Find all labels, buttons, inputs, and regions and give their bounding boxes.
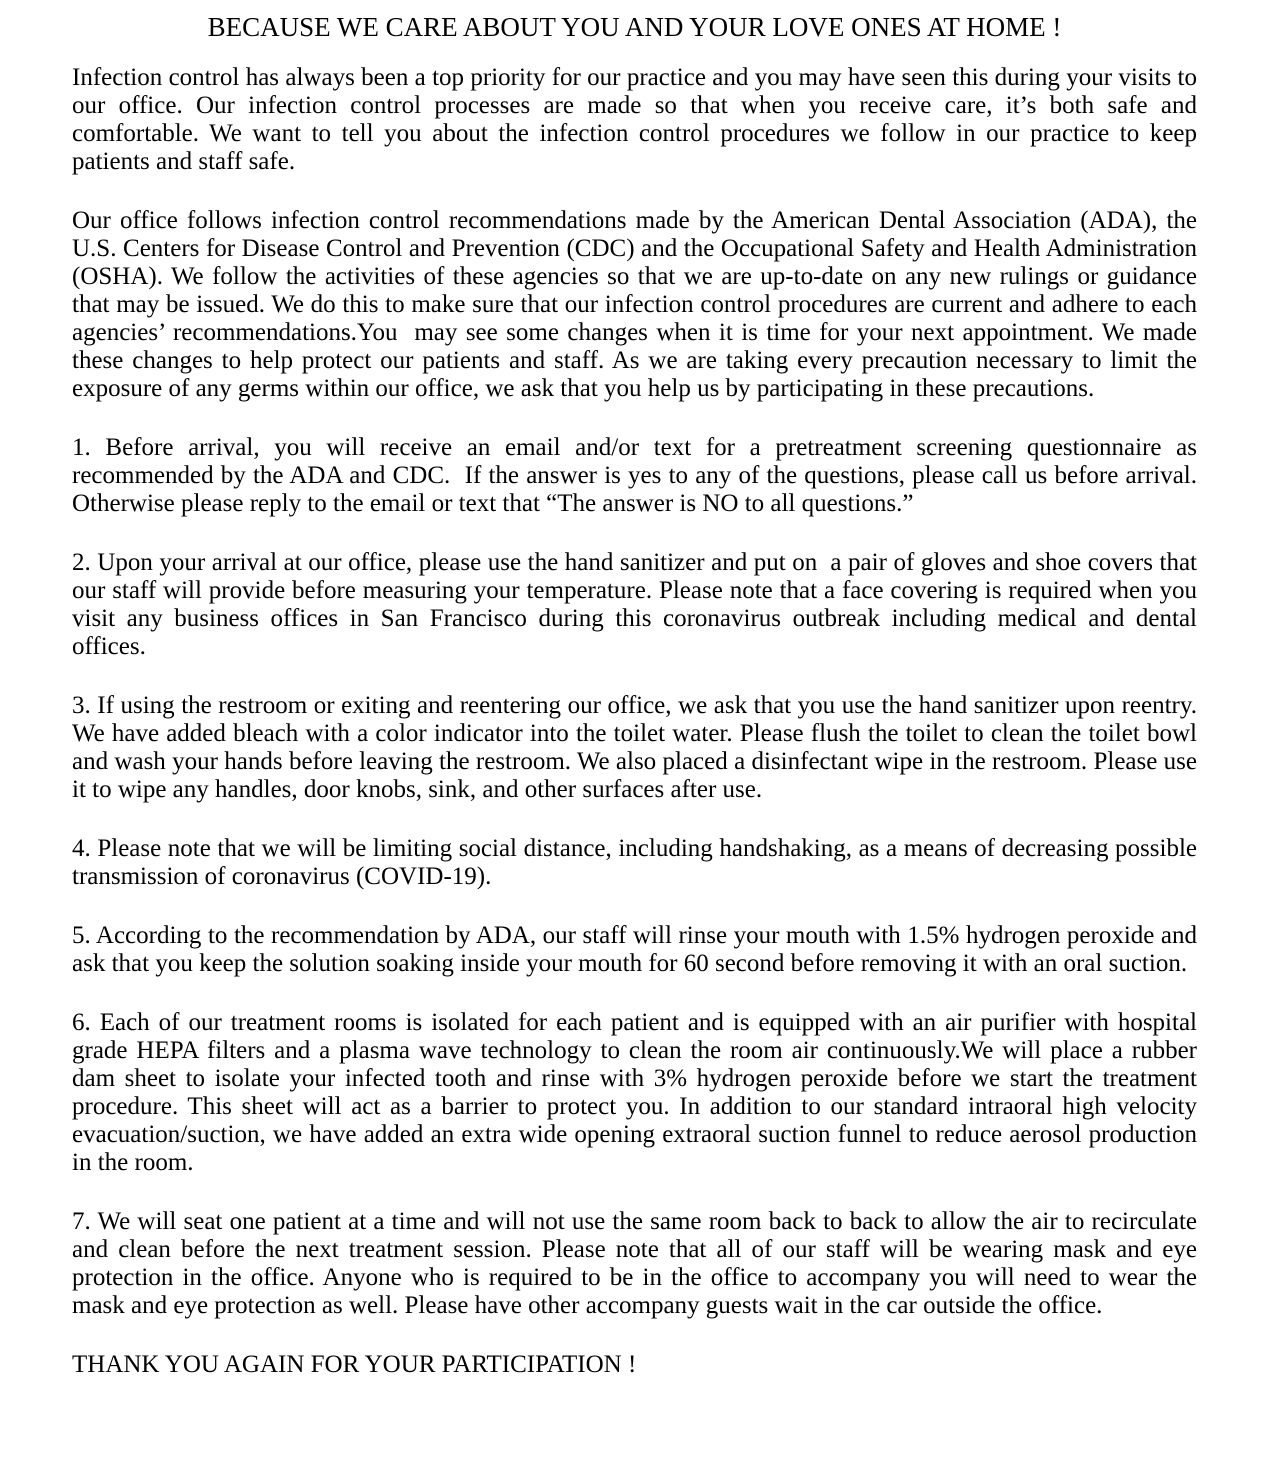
item-4-social-distance: 4. Please note that we will be limiting social distance, including handshaking, as a means of decreasing possible transmission of coronavirus (COVID-19). — [72, 835, 1204, 890]
closing-thanks: THANK YOU AGAIN FOR YOUR PARTICIPATION ! — [72, 1351, 637, 1378]
item-2-arrival-sanitizer: 2. Upon your arrival at our office, please use the hand sanitizer and put on a pair of gloves and shoe covers that our staff will provide before measuring your temperature. Please note that a face covering is required when you visit any business offices in San Francisco during this coronavirus outbreak including medical and dental offices. — [72, 549, 1204, 660]
item-6-treatment-rooms: 6. Each of our treatment rooms is isolated for each patient and is equipped with an air purifier with hospital grade HEPA filters and a plasma wave technology to clean the room air continuously.We will place a rubber dam sheet to isolate your infected tooth and rinse with 3% hydrogen peroxide before we start the treatment procedure. This sheet will act as a barrier to protect you. In addition to our standard intraoral high velocity evacuation/suction, we have added an extra wide opening extraoral suction funnel to reduce aerosol production in the room. — [72, 1009, 1204, 1176]
item-7-one-patient-at-a-time: 7. We will seat one patient at a time and will not use the same room back to back to allow the air to recirculate and clean before the next treatment session. Please note that all of our staff will be wearing mask and eye protection in the office. Anyone who is required to be in the office to accompany you will need to wear the mask and eye protection as well. Please have other accompany guests wait in the car outside the office. — [72, 1208, 1204, 1319]
item-1-pretreatment-questionnaire: 1. Before arrival, you will receive an email and/or text for a pretreatment screening questionnaire as recommended by the ADA and CDC. If the answer is yes to any of the questions, please call us before arrival. Otherwise please reply to the email or text that “The answer is NO to all questions.” — [72, 434, 1204, 517]
item-5-peroxide-rinse: 5. According to the recommendation by ADA, our staff will rinse your mouth with 1.5% hydrogen peroxide and ask that you keep the solution soaking inside your mouth for 60 second before removing it with an oral suction. — [72, 922, 1204, 977]
intro-paragraph: Infection control has always been a top priority for our practice and you may have seen this during your visits to our office. Our infection control processes are made so that when you receive care, it’s both safe and comfortable. We want to tell you about the infection control procedures we follow in our practice to keep patients and staff safe. — [72, 64, 1204, 175]
agencies-paragraph: Our office follows infection control recommendations made by the American Dental Association (ADA), the U.S. Centers for Disease Control and Prevention (CDC) and the Occupational Safety and Health Administration (OSHA). We follow the activities of these agencies so that we are up-to-date on any new rulings or guidance that may be issued. We do this to make sure that our infection control procedures are current and adhere to each agencies’ recommendations.You may see some changes when it is time for your next appointment. We made these changes to help protect our patients and staff. As we are taking every precaution necessary to limit the exposure of any germs within our office, we ask that you help us by participating in these precautions. — [72, 207, 1204, 402]
item-3-restroom-procedures: 3. If using the restroom or exiting and reentering our office, we ask that you use the hand sanitizer upon reentry. We have added bleach with a color indicator into the toilet water. Please flush the toilet to clean the toilet bowl and wash your hands before leaving the restroom. We also placed a disinfectant wipe in the restroom. Please use it to wipe any handles, door knobs, sink, and other surfaces after use. — [72, 692, 1204, 803]
document-title: BECAUSE WE CARE ABOUT YOU AND YOUR LOVE ONES AT HOME ! — [207, 12, 1062, 42]
